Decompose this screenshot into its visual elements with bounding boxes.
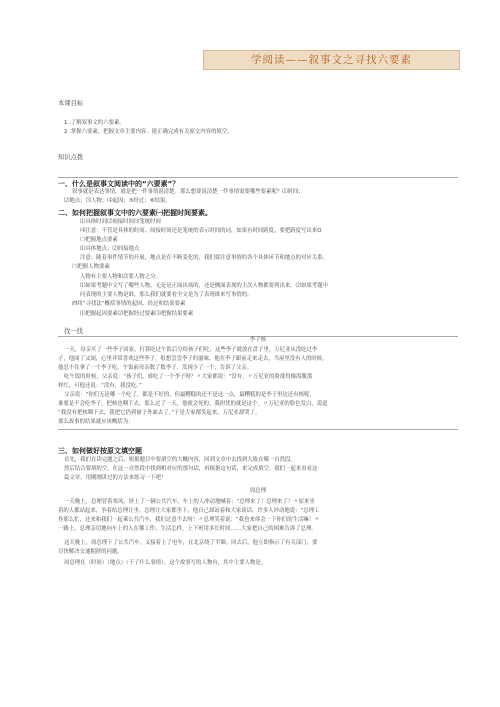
story1-line: 样红，可他还说：“没有，我没吃。”: [58, 383, 142, 389]
section2-line: ㈢把握人物要素: [72, 264, 110, 270]
story2-line: 一路上，总理亲切地向车上的人在哪工作、生活怎样，上下班用多长时间……大家把自己的困难告诉了总理。: [58, 526, 317, 532]
section3-line: 首先，我们在读完题之后，根据题目中要填空的大概内容，回到文章中去找到大致在哪一自然段。: [64, 457, 296, 463]
section2-title: 二、如何把握叙事文中的六要素㈠把握时间要素。: [58, 209, 212, 217]
story2-line: 这天晚上，周总理下了公共汽车，又接着上了电车，在北京绕了半圈。回去后，他立即指示了有关部门，要: [64, 540, 318, 546]
section2-line: 问表现的主要人物是谁，那么我们就要看全文是为了表现谁来写事情的。: [80, 292, 253, 298]
story1-question: 那么故事的结果就应该概括为：: [58, 419, 134, 425]
knowledge-heading: 知识点拨: [58, 154, 84, 161]
section1-line: 叙事就是表达事情，就是把一件事情说清楚。那么想要说清楚一件事情需要哪些要素呢？⑴时间；: [72, 189, 304, 195]
story2-title: 周总理: [249, 488, 267, 494]
section1-title: 一、什么是叙事文阅读中的“六要素”？: [58, 180, 180, 188]
story1-line: 子，他闻了又闻，心里非常喜欢这些李子，很想尝尝李子的滋味。他在李子跟前走来走去，当屋里没有人的时候，: [58, 356, 328, 362]
goal-item: 2 .掌握六要素，把握文章主要内容，能正确完成有关原文内容的填空。: [64, 129, 233, 135]
story1-line: 父亲说：“你们无论哪一个吃了，都是不好的。但最糟糕的还不是这一点，最糟糕的是李子里边还有核呢，: [64, 392, 315, 398]
goal-item: 1 .了解叙事文的六要素。: [64, 120, 125, 126]
goals-heading: 本课目标: [58, 100, 84, 107]
story1-line: 谁要是不会吃李子，把核也咽下去，那么过了一天，他就会死的。我担忧的就是这个。〃万尼亚的脸色发白，说道: [58, 401, 328, 407]
section2-line: ⑴具体时间⑵间接时间⑶笼统时间: [80, 219, 161, 225]
story2-line: 作那么忙，还来和我们一起乘公共汽车，我们过意不去呀！〃总理笑着说：“我也来体会一下你们的生活嘛！〃: [58, 517, 320, 523]
section3-title: 三、如何做好按原文填空题: [58, 447, 142, 455]
story1-line: 他忍不住拿了一个李子吃。午饭前母亲数了数李子，发现少了一个，告诉了父亲。: [58, 365, 253, 371]
story1-line: “我没有把核咽下去，我把它扔到窗子外面去了。”于是大家都笑起来，万尼亚却哭了。: [58, 410, 261, 416]
story2-line: 一天晚上，总理冒着寒风，挤上了一辆公共汽车，车上的人冲动地喊着：“总理来了！总理来了！〃原来坐: [64, 499, 315, 505]
section2-line: ㈣用“寻找法”概括事情的起因、经过和结果要素: [72, 301, 186, 307]
section-divider: [58, 429, 458, 430]
lesson-title-banner: [203, 50, 460, 70]
section2-line: ⑷注意：不管是具体的时间、间接时间还是笼统的表示时间的词，如果有时间跨度，要把跨度写出来O: [80, 228, 322, 234]
section1-line: ⑵地点；⑶人物；⑷起因；⑤经过；⑥结果。: [64, 198, 171, 204]
story1-line: 一天，母亲买了一些李子回家，打算吃过午饭后分给孩子们吃，这些李子就放在盘子里。万尼亚从没吃过李: [64, 347, 318, 353]
lesson-title: 学阅读——叙事文之寻找六要素: [251, 54, 412, 66]
find-heading: 找一找: [64, 328, 83, 335]
section2-line: 人物有主要人物和次要人物之分。: [80, 274, 161, 280]
section2-line: ⑴把握起因要素⑵把握经过要素⑶把握结果要素: [80, 311, 194, 317]
story1-title: 李子核: [249, 337, 267, 343]
section3-line: 然后结合要填的空，在这一自然段中找到相对应的那句话，再根据这句话，来完成填空。我们一起来看看这: [64, 466, 318, 472]
section2-line: ⑴具体地点；⑵间接地点: [80, 246, 140, 252]
story2-question: 周总理在（时间）（地点）（干了什么事情）。这个故事写的人物有，其中主要人物是。: [64, 560, 267, 566]
section2-line: ㈡把握地点要素: [80, 237, 118, 243]
story1-line: 吃午饭的时候，父亲说：“孩子们，谁吃了一个李子呀？〃大家都说：“没有。〃万尼亚的脸涨得像海腹那: [64, 374, 313, 380]
story2-line: 尽快解决交通拥挤的问题。: [58, 549, 123, 555]
story2-line: 着的人都站起来，争着给总理让坐。总理让大家都坐下，他自己却站着和大家谈话。许多人冲动地说：“总理工: [58, 508, 320, 514]
section2-line: ⑴如果考题中文写了哪些人物，无论是正面出场的，还是侧面表现的主次人物都要列出来。⑵如果考题中: [80, 283, 328, 289]
section-divider: [58, 177, 458, 178]
section2-line: 注意：随着事件情节的开展，地点是在不断变化的，我们要注意事情的各个具体环节和地点的对应关系。: [80, 255, 328, 261]
section3-line: 篇文章，用刚刚讲过的方法来练习一下吧！: [64, 475, 167, 481]
